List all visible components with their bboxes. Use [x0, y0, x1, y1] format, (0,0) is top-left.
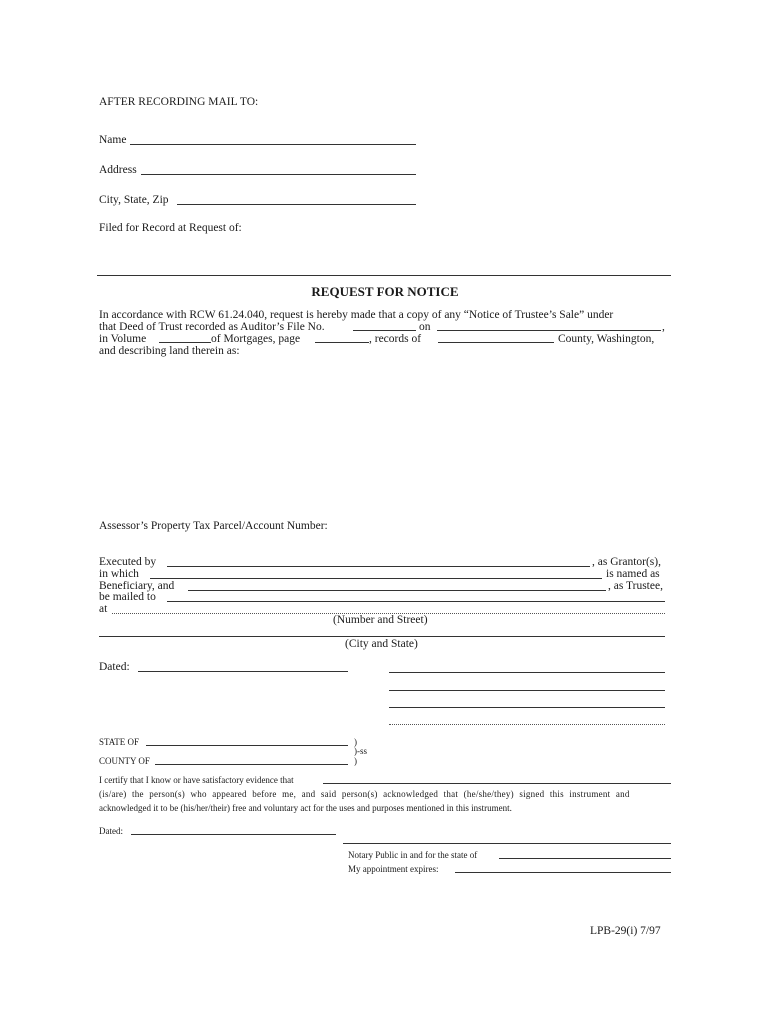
- beneficiary-field[interactable]: [150, 578, 602, 579]
- appointment-expires-field[interactable]: [455, 872, 671, 873]
- body-comma: ,: [662, 321, 665, 333]
- notary-public-label: Notary Public in and for the state of: [348, 850, 478, 860]
- as-grantor-text: , as Grantor(s),: [592, 556, 661, 568]
- city-state-field[interactable]: [99, 636, 665, 637]
- auditor-file-number-field[interactable]: [353, 330, 416, 331]
- city-and-state-caption: (City and State): [345, 638, 418, 650]
- signature-line-3[interactable]: [389, 707, 665, 708]
- ss-marker: )-ss: [354, 746, 367, 756]
- executed-by-label: Executed by: [99, 556, 157, 568]
- header-divider: [97, 275, 671, 276]
- form-number: LPB-29(i) 7/97: [590, 925, 661, 937]
- signature-line-1[interactable]: [389, 672, 665, 673]
- address-field[interactable]: [141, 174, 416, 175]
- state-of-field[interactable]: [146, 745, 348, 746]
- grantor-field[interactable]: [167, 566, 590, 567]
- at-label: at: [99, 603, 108, 615]
- certify-text: I certify that I know or have satisfactory evidence that: [99, 775, 294, 785]
- body-line-2-start: that Deed of Trust recorded as Auditor’s File No.: [99, 321, 325, 333]
- signature-line-2[interactable]: [389, 690, 665, 691]
- address-label: Address: [99, 164, 137, 176]
- page-title: REQUEST FOR NOTICE: [311, 284, 459, 299]
- appointment-expires-label: My appointment expires:: [348, 864, 439, 874]
- volume-field[interactable]: [159, 342, 211, 343]
- acknowledgement-line-2: acknowledged it to be (his/her/their) free and voluntary act for the uses and purposes mentioned in this instrument.: [99, 803, 512, 813]
- notary-signature-line[interactable]: [343, 843, 671, 844]
- body-county-text: County, Washington,: [558, 333, 655, 345]
- in-which-label: in which: [99, 568, 139, 580]
- body-records-text: , records of: [369, 333, 422, 345]
- dated-field[interactable]: [138, 671, 348, 672]
- acknowledgement-line-1: (is/are) the person(s) who appeared before me, and said person(s) acknowledged that (he/she/they) signed this instrument and: [99, 789, 630, 799]
- dated-label: Dated:: [99, 661, 130, 673]
- city-state-zip-label: City, State, Zip: [99, 194, 169, 206]
- body-on-text: on: [419, 321, 431, 333]
- body-mortgages-text: of Mortgages, page: [211, 333, 301, 345]
- number-and-street-caption: (Number and Street): [333, 614, 428, 626]
- body-line-1: In accordance with RCW 61.24.040, request is hereby made that a copy of any “Notice of Trustee’s Sale” under: [99, 309, 614, 321]
- body-line-4: and describing land therein as:: [99, 345, 240, 357]
- recorded-date-field[interactable]: [437, 330, 661, 331]
- notary-dated-label: Dated:: [99, 826, 123, 836]
- signature-line-4[interactable]: [389, 724, 665, 725]
- assessor-parcel-label: Assessor’s Property Tax Parcel/Account Number:: [99, 520, 328, 532]
- bracket-1: ): [354, 737, 357, 747]
- county-of-field[interactable]: [155, 764, 348, 765]
- notary-dated-field[interactable]: [131, 834, 336, 835]
- trustee-field[interactable]: [188, 590, 606, 591]
- body-volume-text: in Volume: [99, 333, 147, 345]
- notary-state-field[interactable]: [499, 858, 671, 859]
- person-name-field[interactable]: [323, 783, 671, 784]
- beneficiary-and-label: Beneficiary, and: [99, 580, 175, 592]
- page-number-field[interactable]: [315, 342, 369, 343]
- state-of-label: STATE OF: [99, 737, 140, 747]
- county-of-label: COUNTY OF: [99, 756, 150, 766]
- filed-for-record-label: Filed for Record at Request of:: [99, 222, 242, 234]
- be-mailed-to-label: be mailed to: [99, 591, 156, 603]
- mail-to-name-field[interactable]: [167, 601, 665, 602]
- as-trustee-text: , as Trustee,: [608, 580, 663, 592]
- is-named-as-text: is named as: [606, 568, 660, 580]
- name-field[interactable]: [130, 144, 416, 145]
- county-field[interactable]: [438, 342, 554, 343]
- city-state-zip-field[interactable]: [177, 204, 416, 205]
- bracket-2: ): [354, 756, 357, 766]
- mail-to-heading: AFTER RECORDING MAIL TO:: [99, 96, 259, 108]
- name-label: Name: [99, 134, 127, 146]
